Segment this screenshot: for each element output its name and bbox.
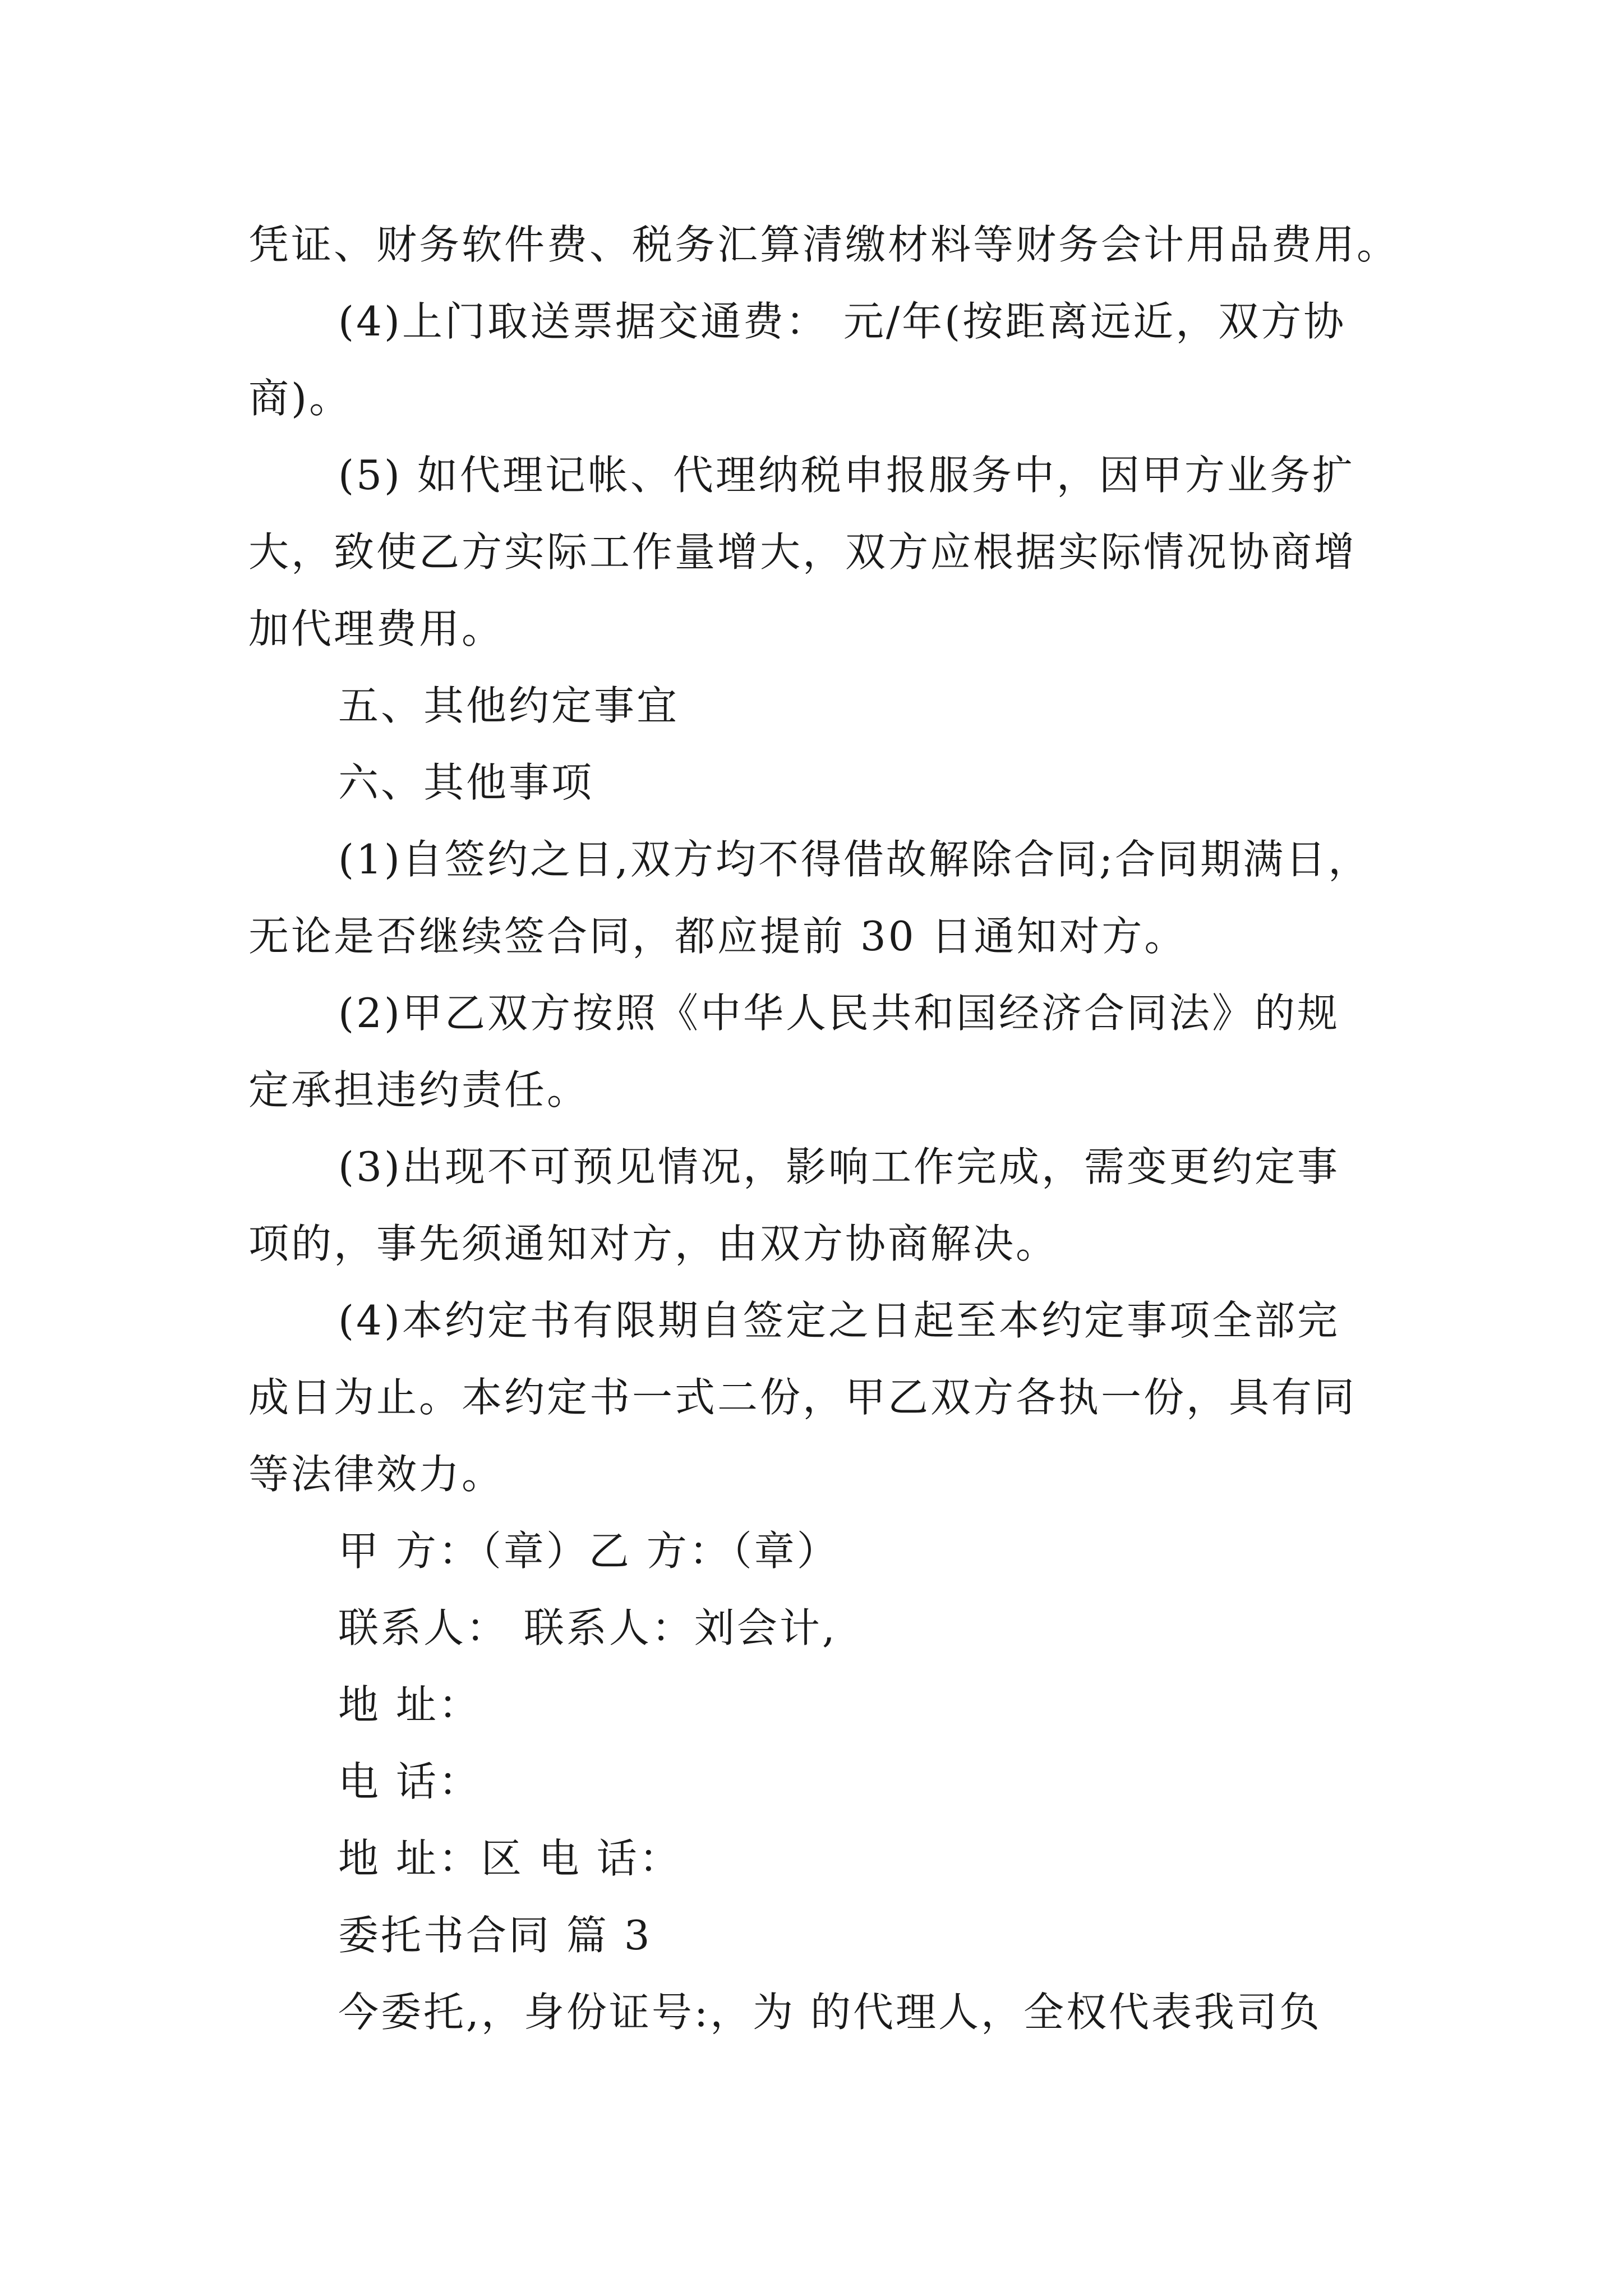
text-line: (2)甲乙双方按照《中华人民共和国经济合同法》的规 bbox=[338, 990, 1340, 1037]
clause-1 bbox=[248, 821, 1388, 975]
text-line: 凭证、财务软件费、税务汇算清缴材料等财务会计用品费用。 bbox=[248, 221, 1400, 268]
text-line: 等法律效力。 bbox=[248, 1451, 505, 1498]
text-line: 地 址： bbox=[338, 1681, 481, 1728]
text-line: (3)出现不可预见情况，影响工作完成，需变更约定事 bbox=[338, 1143, 1340, 1190]
text-line: 定承担违约责任。 bbox=[248, 1066, 590, 1114]
phone-field bbox=[248, 1743, 1388, 1820]
section-heading-5 bbox=[248, 668, 1388, 744]
address-phone-field bbox=[248, 1820, 1388, 1897]
text-line: 六、其他事项 bbox=[338, 759, 594, 806]
text-line: 今委托,，身份证号:，为 的代理人，全权代表我司负 bbox=[338, 1989, 1322, 2036]
section-heading-6 bbox=[248, 744, 1388, 821]
text-line: 加代理费用。 bbox=[248, 605, 505, 652]
contact-person bbox=[248, 1590, 1388, 1667]
text-line: 项的，事先须通知对方，由双方协商解决。 bbox=[248, 1220, 1059, 1267]
text-line: 地 址：区 电 话： bbox=[338, 1835, 682, 1882]
clause-2 bbox=[248, 975, 1388, 1129]
text-line: 电 话： bbox=[338, 1758, 481, 1805]
signature-parties bbox=[248, 1513, 1388, 1590]
text-line: (4)本约定书有限期自签定之日起至本约定事项全部完 bbox=[338, 1297, 1340, 1344]
paragraph-transport-fee bbox=[248, 283, 1388, 437]
authorization-paragraph bbox=[248, 1974, 1388, 2051]
paragraph-extra-fee bbox=[248, 437, 1388, 668]
text-line: 大，致使乙方实际工作量增大，双方应根据实际情况协商增 bbox=[248, 528, 1357, 576]
clause-3 bbox=[248, 1129, 1388, 1282]
text-line: (4)上门取送票据交通费： 元/年(按距离远近，双方协 bbox=[338, 298, 1347, 345]
text-line: 成日为止。本约定书一式二份，甲乙双方各执一份，具有同 bbox=[248, 1374, 1357, 1421]
text-line: (1)自签约之日,双方均不得借故解除合同;合同期满日， bbox=[338, 836, 1371, 883]
text-line: (5) 如代理记帐、代理纳税申报服务中，因甲方业务扩 bbox=[338, 452, 1355, 499]
clause-4 bbox=[248, 1282, 1388, 1513]
section-title-part-3 bbox=[248, 1897, 1388, 1974]
text-line: 商)。 bbox=[248, 375, 352, 422]
text-line: 联系人： 联系人：刘会计, bbox=[338, 1604, 837, 1651]
address-field bbox=[248, 1667, 1388, 1743]
text-line: 甲 方：（章）乙 方：（章） bbox=[338, 1527, 840, 1575]
text-line: 五、其他约定事宜 bbox=[338, 682, 680, 729]
text-line: 无论是否继续签合同，都应提前 30 日通知对方。 bbox=[248, 913, 1187, 960]
text-line: 委托书合同 篇 3 bbox=[338, 1912, 652, 1959]
document-body bbox=[248, 206, 1400, 2051]
paragraph-supplies-fee bbox=[248, 206, 1400, 283]
